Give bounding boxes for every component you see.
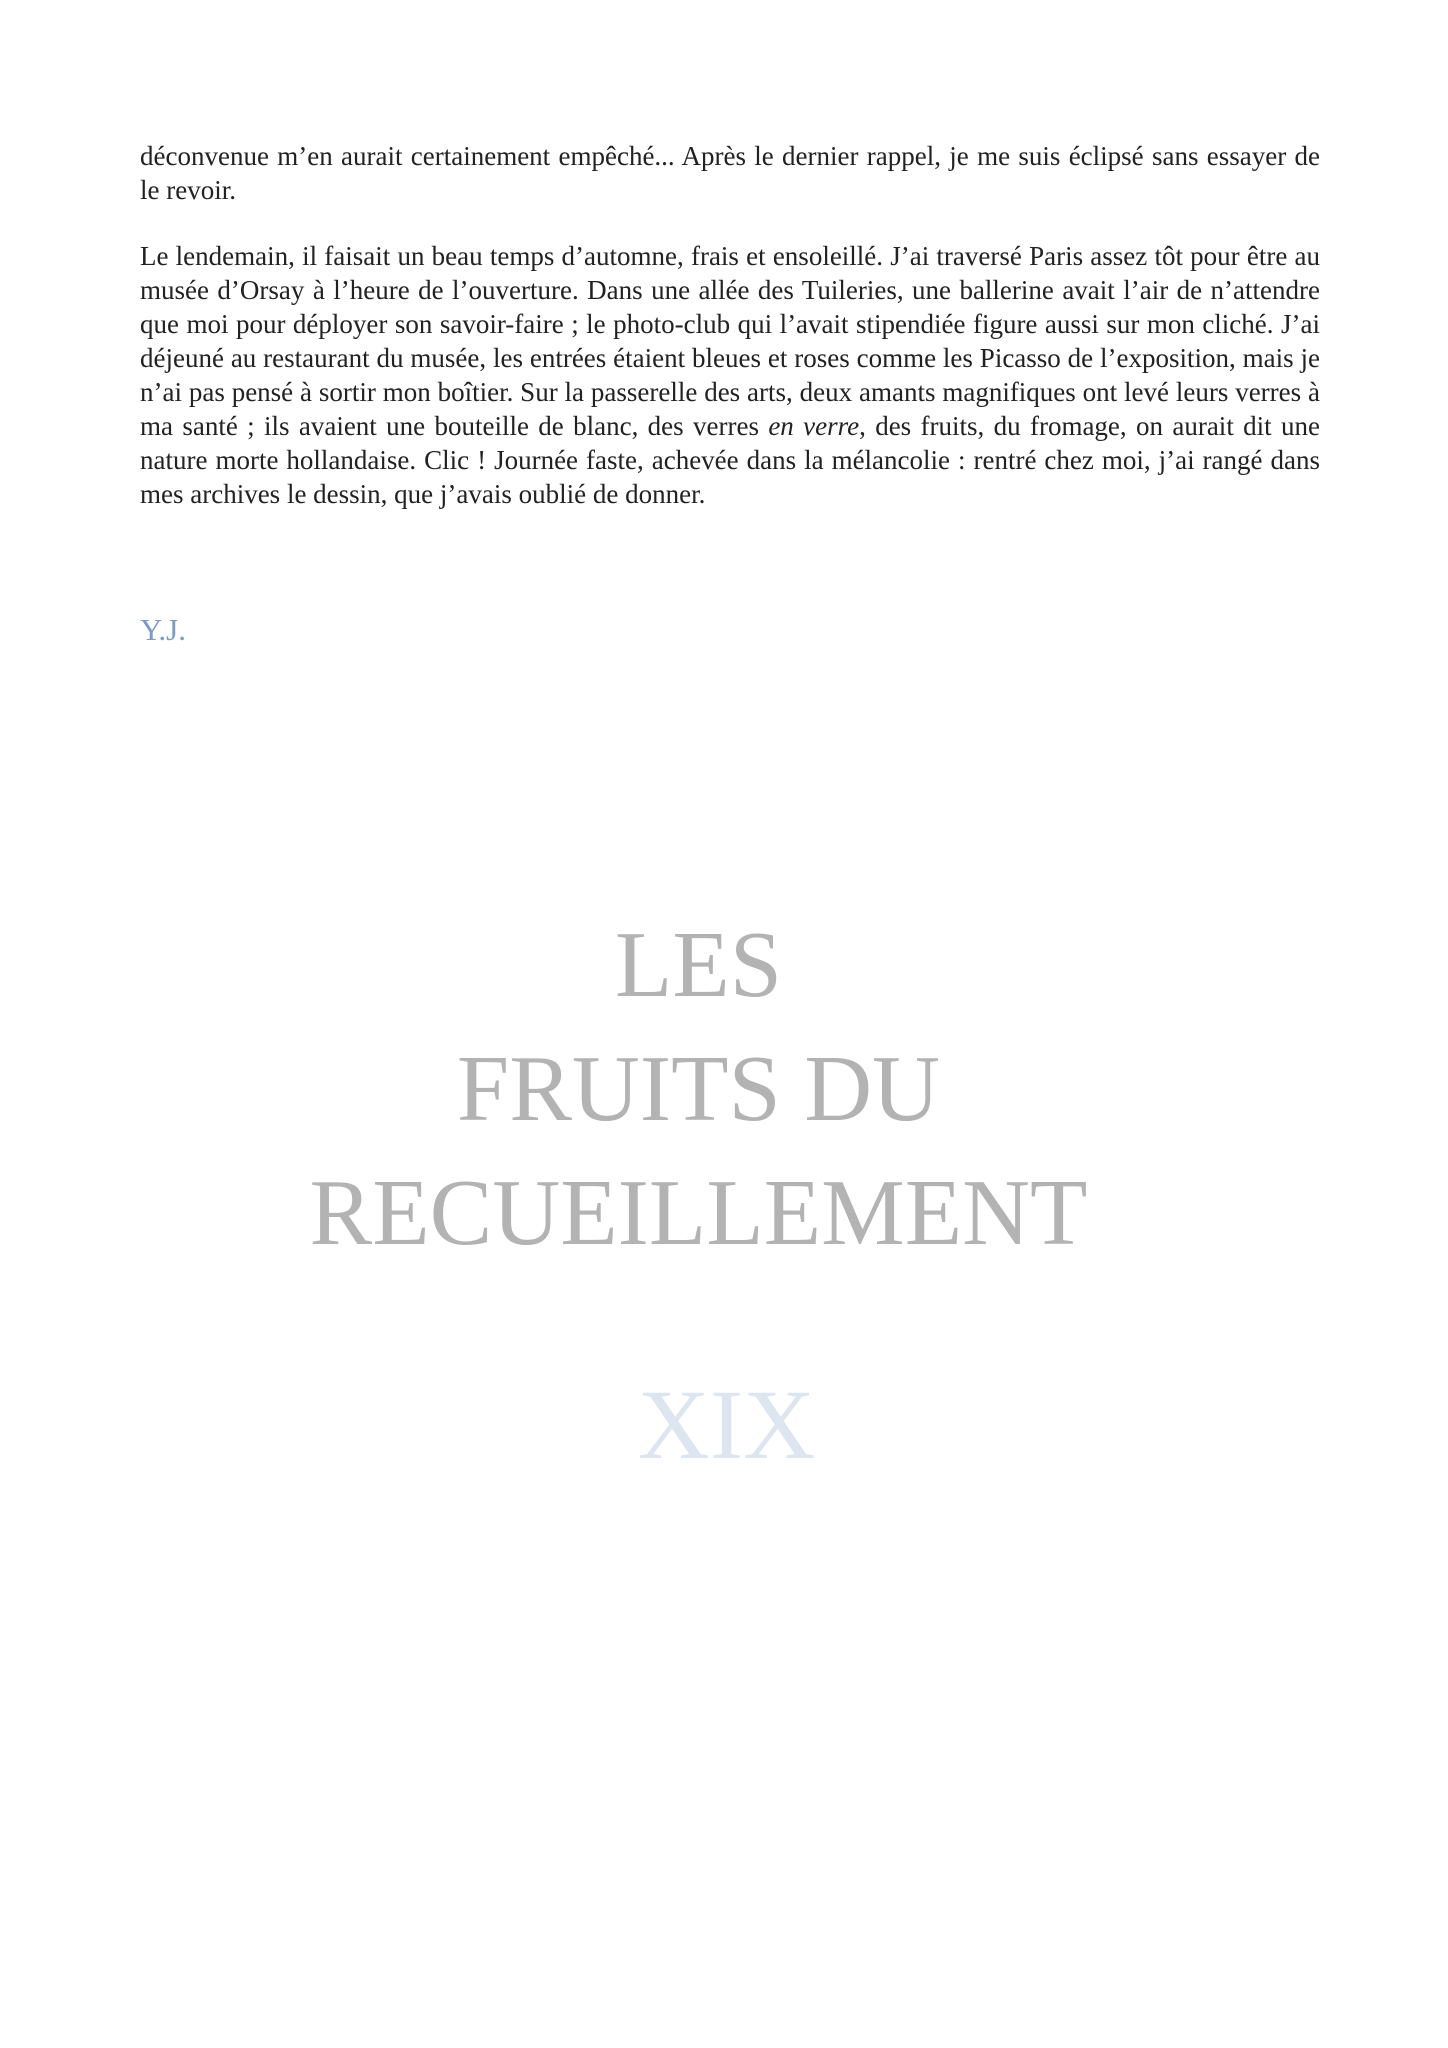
chapter-title-line-1: LES [614, 913, 783, 1017]
chapter-title-line-3: RECUEILLEMENT [309, 1161, 1088, 1265]
paragraph-2-italic-text: en verre [768, 411, 860, 441]
paragraph-1-text: déconvenue m’en aurait certainement empêché... Après le dernier rappel, je me suis éclipsé sans essayer de le revoir. [140, 141, 1320, 205]
paragraph-2-text-part-2: , des fruits, du fromage, on aurait dit une nature morte hollandaise. Clic ! Journée faste, achevée dans la mélancolie : rentré chez moi, j’ai rangé dans mes archives le dessin, que j’avais oublié de donner. [140, 411, 1320, 509]
chapter-title-line-2: FRUITS DU [456, 1037, 941, 1141]
paragraph-2 [140, 239, 1320, 511]
author-signature: Y.J. [140, 612, 186, 647]
paragraph-1 [140, 139, 1320, 207]
chapter-number: XIX [637, 1369, 816, 1480]
paragraph-2-text-part-1: Le lendemain, il faisait un beau temps d’automne, frais et ensoleillé. J’ai traversé Paris assez tôt pour être au musée d’Orsay à l’heure de l’ouverture. Dans une allée des Tuileries, une ballerine avait l’air de n’attendre que moi pour déployer son savoir-faire ; le photo-club qui l’avait stipendiée figure aussi sur mon cliché. J’ai déjeuné au restaurant du musée, les entrées étaient bleues et roses comme les Picasso de l’exposition, mais je n’ai pas pensé à sortir mon boîtier. Sur la passerelle des arts, deux amants magnifiques ont levé leurs verres à ma santé ; ils avaient une bouteille de blanc, des verres [140, 241, 1320, 441]
